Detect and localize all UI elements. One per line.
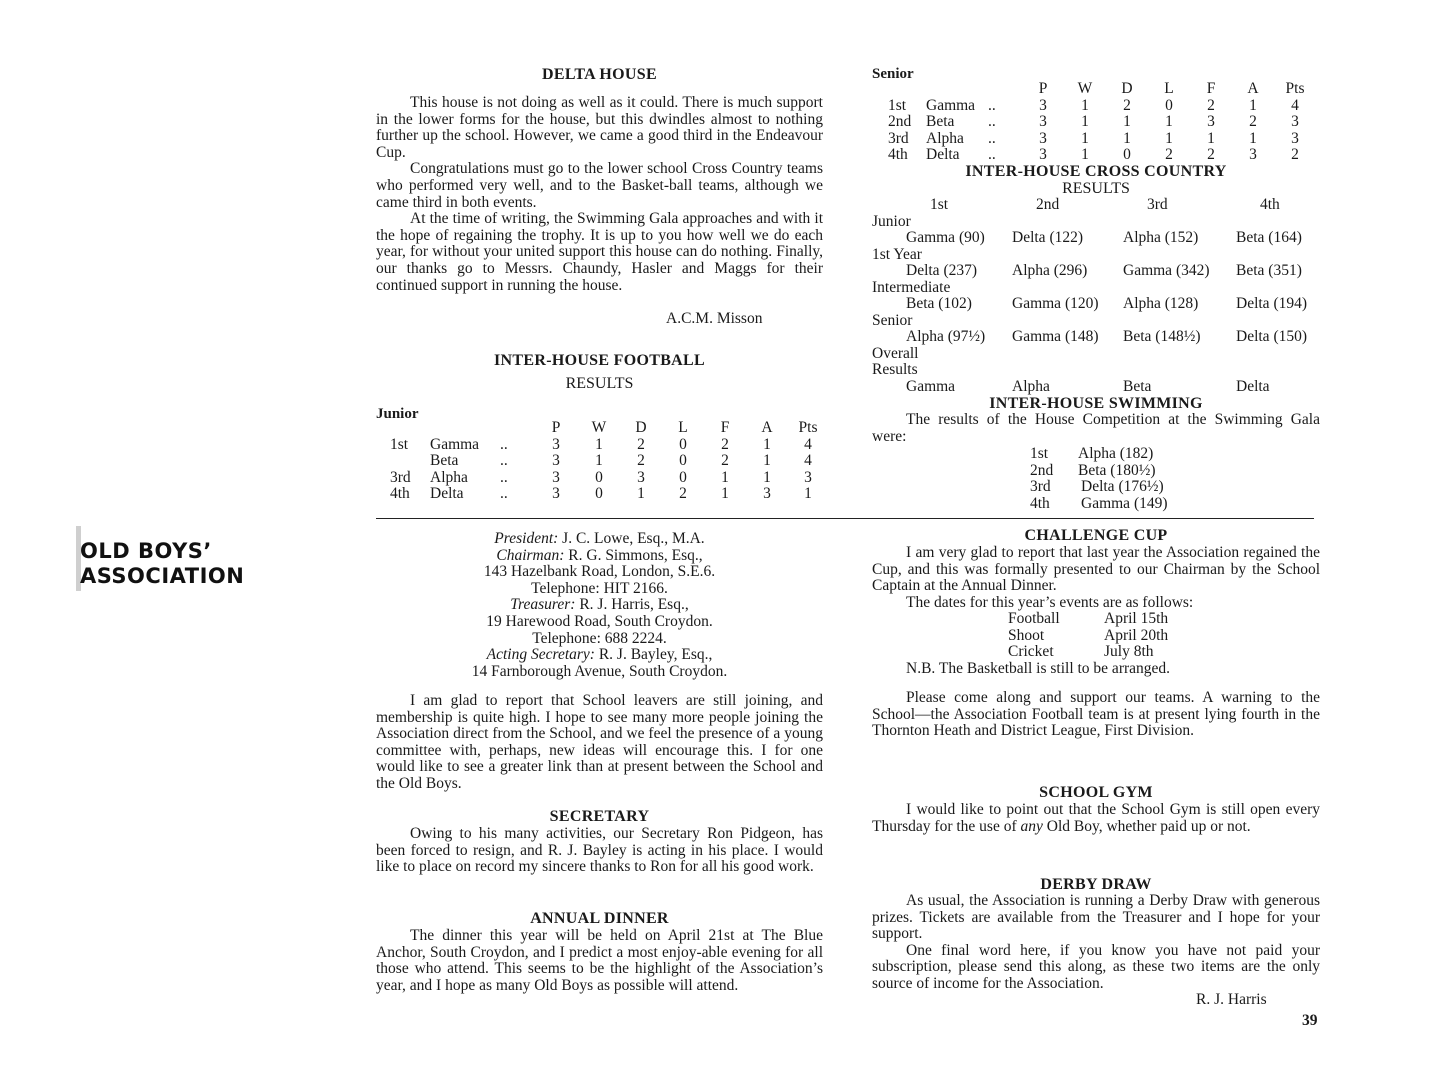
header-f: F [720, 419, 730, 436]
value-cell: 1 [1249, 129, 1257, 147]
value-cell: 1 [637, 485, 645, 503]
cc-result: Gamma (148) [1012, 328, 1099, 345]
table-row [1030, 463, 1208, 480]
value-cell: 2 [679, 485, 687, 503]
delta-house-signature: A.C.M. Misson [666, 310, 763, 327]
officer-text: R. J. Harris, Esq., [579, 596, 689, 614]
delta-house-body [376, 95, 823, 294]
pos-cell: 3rd [1030, 478, 1051, 496]
officer-line: Telephone: HIT 2166. [531, 579, 668, 597]
value-cell: 1 [1165, 113, 1173, 131]
annual-dinner-title: ANNUAL DINNER [530, 910, 669, 927]
secretary-wrap [376, 826, 823, 876]
header-d: D [1121, 80, 1133, 97]
cc-header-1st: 1st [930, 196, 949, 213]
officer-role: Acting Secretary: [486, 646, 595, 664]
value-cell: 0 [595, 485, 603, 503]
challenge-cup-text: I am very glad to report that last year the Association regained the Cup, and this was formally presented to our Chairman by the School Captain at the Annual Dinner. [872, 544, 1320, 595]
cross-country-title: INTER-HOUSE CROSS COUNTRY [965, 163, 1227, 180]
value-cell: 3 [1039, 113, 1047, 131]
officer-text: R. G. Simmons, Esq., [568, 546, 703, 564]
header-l: L [678, 419, 688, 436]
value-cell: 1 [1081, 129, 1089, 147]
derby-draw-text: As usual, the Association is running a Derby Draw with generous prizes. Tickets are available from the Treasurer and I hope for your support. [872, 892, 1320, 943]
challenge-cup-title: CHALLENGE CUP [1024, 527, 1168, 544]
value-cell: 3 [1039, 146, 1047, 164]
date-cell: April 20th [1104, 626, 1169, 644]
cc-header-4th: 4th [1260, 196, 1280, 213]
support-text: Please come along and support our teams. A warning to the School—the Association Football team is at present lying fourth in the Thornton Heath and District League, First Division. [872, 689, 1320, 740]
officer-line: 19 Harewood Road, South Croydon. [486, 612, 713, 630]
cc-overall-result: Alpha [1012, 378, 1050, 395]
events-table [1008, 611, 1214, 661]
header-p: P [1038, 80, 1048, 97]
swimming-intro-wrap [872, 412, 1320, 445]
football-subtitle: RESULTS [565, 375, 634, 392]
officer-line: 14 Farnborough Avenue, South Croydon. [471, 662, 728, 680]
value-cell: 0 [679, 435, 687, 453]
dots-cell: .. [500, 485, 508, 503]
officers-block [376, 531, 823, 680]
challenge-cup-wrap [872, 545, 1320, 611]
table-row [888, 98, 1316, 115]
school-gym-title: SCHOOL GYM [1039, 784, 1153, 801]
pos-cell: 4th [888, 146, 908, 164]
association-title-line2: ASSOCIATION [80, 564, 245, 588]
table-row [1030, 479, 1208, 496]
cross-country-subtitle: RESULTS [1062, 180, 1130, 197]
table-row [390, 470, 828, 487]
officer-text: R. J. Bayley, Esq., [598, 646, 713, 664]
swimming-results [1030, 446, 1208, 512]
value-cell: 3 [763, 485, 771, 503]
derby-draw-title: DERBY DRAW [1040, 876, 1152, 893]
support-wrap [872, 690, 1320, 740]
value-cell: 0 [1165, 96, 1173, 114]
challenge-cup-dates-intro: The dates for this year’s events are as follows: [906, 593, 1194, 611]
cc-overall-label: Results [872, 361, 918, 378]
cc-result: Gamma (120) [1012, 295, 1099, 312]
header-w: W [1077, 80, 1093, 97]
gym-text-part: I would like to point out that the School Gym is still open every Thursday for the use of [872, 801, 1320, 835]
value-cell: 2 [721, 435, 729, 453]
header-pts: Pts [1285, 80, 1305, 97]
officer-line: Telephone: 688 2224. [532, 629, 667, 647]
cc-result: Delta (150) [1236, 328, 1308, 345]
table-row [1030, 496, 1208, 513]
officer-role: Chairman: [496, 546, 565, 564]
value-cell: 1 [1165, 129, 1173, 147]
header-f: F [1206, 80, 1216, 97]
cc-result: Beta (164) [1236, 229, 1302, 246]
value-cell: 3 [552, 435, 560, 453]
value-cell: 1 [721, 468, 729, 486]
cc-result: Alpha (152) [1123, 229, 1199, 246]
table-row [390, 486, 828, 503]
event-cell: Football [1008, 610, 1060, 627]
cc-result: Gamma (342) [1123, 262, 1210, 279]
value-cell: 1 [595, 452, 603, 470]
pos-cell: 2nd [1030, 461, 1054, 479]
house-cell: Beta [430, 452, 459, 470]
pos-cell: 1st [390, 435, 409, 453]
value-cell: 0 [595, 468, 603, 486]
value-cell: 3 [552, 485, 560, 503]
house-cell: Gamma [430, 435, 480, 453]
school-gym-text [872, 802, 1320, 835]
value-cell: 1 [1081, 113, 1089, 131]
value-cell: 1 [1249, 96, 1257, 114]
secretary-title: SECRETARY [549, 808, 650, 825]
dots-cell: .. [988, 146, 996, 164]
officer-line [376, 548, 823, 565]
pos-cell [390, 453, 430, 470]
value-cell: 3 [1039, 129, 1047, 147]
dots-cell: .. [500, 452, 508, 470]
annual-dinner-wrap [376, 928, 823, 994]
officer-text: J. C. Lowe, Esq., M.A. [562, 530, 705, 547]
association-intro-wrap [376, 693, 823, 793]
value-cell: 3 [1207, 113, 1215, 131]
derby-draw-wrap [872, 893, 1320, 993]
table-row [1008, 644, 1214, 661]
value-cell: 1 [1123, 113, 1131, 131]
house-cell: Delta [430, 485, 464, 503]
cc-overall-label: Overall [872, 345, 919, 362]
football-senior-label: Senior [872, 66, 914, 82]
pos-cell: 2nd [888, 113, 912, 131]
header-p: P [551, 419, 561, 436]
house-cell: Alpha [430, 468, 468, 486]
value-cell: 4 [1291, 96, 1299, 114]
cc-group-label: Junior [872, 213, 911, 230]
cc-result: Delta (237) [906, 262, 978, 279]
value-cell: 2 [1207, 96, 1215, 114]
delta-house-title: DELTA HOUSE [542, 66, 657, 83]
basketball-note: N.B. The Basketball is still to be arranged. [906, 660, 1171, 677]
football-junior-label: Junior [376, 406, 419, 422]
value-cell: 1 [763, 435, 771, 453]
dots-cell: .. [988, 113, 996, 131]
page-number: 39 [1302, 1012, 1318, 1029]
cc-result: Gamma (90) [906, 229, 985, 246]
dots-cell: .. [988, 129, 996, 147]
table-row [888, 131, 1316, 148]
cc-header-3rd: 3rd [1147, 196, 1168, 213]
value-cell: 2 [1291, 146, 1299, 164]
dots-cell: .. [500, 435, 508, 453]
table-row [1008, 628, 1214, 645]
cc-overall-result: Gamma [906, 378, 956, 395]
header-a: A [1247, 80, 1259, 97]
pos-cell: 1st [1030, 445, 1049, 462]
delta-house-paragraph: Congratulations must go to the lower school Cross Country teams who performed very well, and to the Basket-ball teams, although we came third in both events. [376, 160, 823, 211]
dots-cell: .. [988, 96, 996, 114]
football-header-row [390, 420, 828, 437]
value-cell: 2 [1165, 146, 1173, 164]
secretary-text: Owing to his many activities, our Secretary Ron Pidgeon, has been forced to resign, and R. J. Bayley is acting in his place. I would like to place on record my sincere thanks to Ron for all his good work. [376, 825, 823, 876]
pos-cell: 1st [888, 96, 907, 114]
cc-group-label: 1st Year [872, 246, 922, 263]
cc-result: Alpha (97½) [906, 328, 986, 345]
value-cell: 2 [721, 452, 729, 470]
table-row [888, 147, 1316, 164]
football-junior-table [390, 420, 828, 503]
value-cell: 3 [1249, 146, 1257, 164]
officer-role: President: [494, 530, 559, 547]
value-cell: 3 [1291, 129, 1299, 147]
officer-line [376, 647, 823, 664]
delta-house-paragraph: At the time of writing, the Swimming Gala approaches and with it the hope of regaining the trophy. It is up to you how well we do each year, for without your united support this house can do nothing. Finally, our thanks go to Messrs. Chaundy, Hasler and Maggs for their continued support in running the house. [376, 210, 823, 294]
value-cell: 1 [595, 435, 603, 453]
football-senior-header-row [888, 81, 1316, 98]
football-title: INTER-HOUSE FOOTBALL [494, 352, 705, 369]
house-cell: Beta [926, 113, 955, 131]
table-row [888, 114, 1316, 131]
cc-result: Beta (102) [906, 295, 972, 312]
value-cell: 0 [679, 452, 687, 470]
house-cell: Alpha [926, 129, 964, 147]
swimming-intro: The results of the House Competition at the Swimming Gala were: [872, 411, 1320, 445]
cc-result: Alpha (296) [1012, 262, 1088, 279]
value-cell: 1 [804, 485, 812, 503]
value-cell: 2 [1123, 96, 1131, 114]
swimming-title: INTER-HOUSE SWIMMING [989, 395, 1203, 412]
table-row [390, 437, 828, 454]
gym-text-part: Old Boy, whether paid up or not. [1046, 817, 1251, 835]
pos-cell: 4th [390, 485, 410, 503]
pos-cell: 3rd [888, 129, 909, 147]
pos-cell: 3rd [390, 468, 411, 486]
house-cell: Gamma [926, 96, 976, 114]
cc-overall-result: Delta [1236, 378, 1270, 395]
dots-cell: .. [500, 468, 508, 486]
pos-cell: 4th [1030, 494, 1050, 512]
association-intro: I am glad to report that School leavers are still joining, and membership is quite high. I hope to see many more people joining the Association direct from the School, and we feel the presence of a young committee with, perhaps, new ideas will encourage this. I for one would like to see a greater link than at present between the School and the Old Boys. [376, 692, 823, 792]
entry-cell: Delta (176½) [1081, 478, 1164, 496]
value-cell: 1 [1081, 146, 1089, 164]
annual-dinner-text: The dinner this year will be held on April 21st at The Blue Anchor, South Croydon, and I predict a most enjoy-able evening for all those who attend. This seems to be the highlight of the Association’s year, and I hope as many Old Boys as possible will attend. [376, 927, 823, 994]
gym-text-emphasis: any [1020, 817, 1043, 835]
date-cell: July 8th [1104, 643, 1154, 661]
event-cell: Shoot [1008, 626, 1045, 644]
value-cell: 1 [1123, 129, 1131, 147]
value-cell: 2 [637, 435, 645, 453]
officer-line: 143 Hazelbank Road, London, S.E.6. [483, 563, 716, 581]
cc-result: Alpha (128) [1123, 295, 1199, 312]
officer-role: Treasurer: [510, 596, 576, 614]
value-cell: 4 [804, 435, 812, 453]
officer-line [376, 531, 823, 548]
header-a: A [761, 419, 773, 436]
value-cell: 1 [763, 468, 771, 486]
house-cell: Delta [926, 146, 960, 164]
cc-result: Delta (122) [1012, 229, 1084, 246]
table-row [390, 453, 828, 470]
entry-cell: Gamma (149) [1081, 494, 1168, 512]
cc-overall-result: Beta [1123, 378, 1152, 395]
officer-line [376, 597, 823, 614]
association-title-line1: OLD BOYS’ [80, 539, 212, 563]
value-cell: 3 [1291, 113, 1299, 131]
cc-group-label: Senior [872, 312, 913, 329]
cc-result: Beta (351) [1236, 262, 1302, 279]
cc-header-2nd: 2nd [1036, 196, 1060, 213]
derby-draw-text: One final word here, if you know you have not paid your subscription, please send this along, as these two items are the only source of income for the Association. [872, 941, 1320, 992]
cc-result: Delta (194) [1236, 295, 1308, 312]
cc-result: Beta (148½) [1123, 328, 1201, 345]
value-cell: 1 [1081, 96, 1089, 114]
entry-cell: Beta (180½) [1078, 461, 1156, 479]
value-cell: 4 [804, 452, 812, 470]
table-row [1030, 446, 1208, 463]
header-l: L [1164, 80, 1174, 97]
delta-house-paragraph: This house is not doing as well as it could. There is much support in the lower forms for the house, but this dwindles almost to nothing further up the school. However, we came a good third in the Endeavour Cup. [376, 94, 823, 161]
header-d: D [635, 419, 647, 436]
value-cell: 1 [1207, 129, 1215, 147]
value-cell: 1 [763, 452, 771, 470]
value-cell: 0 [1123, 146, 1131, 164]
value-cell: 3 [1039, 96, 1047, 114]
section-divider [376, 518, 1314, 519]
value-cell: 2 [637, 452, 645, 470]
value-cell: 1 [721, 485, 729, 503]
value-cell: 3 [637, 468, 645, 486]
school-gym-wrap [872, 802, 1320, 835]
cc-group-label: Intermediate [872, 279, 951, 296]
derby-draw-signature: R. J. Harris [1196, 991, 1267, 1008]
event-cell: Cricket [1008, 643, 1054, 661]
value-cell: 0 [679, 468, 687, 486]
value-cell: 3 [552, 452, 560, 470]
value-cell: 3 [804, 468, 812, 486]
value-cell: 2 [1207, 146, 1215, 164]
header-pts: Pts [798, 419, 818, 436]
entry-cell: Alpha (182) [1078, 445, 1154, 462]
header-w: W [591, 419, 607, 436]
table-row [1008, 611, 1214, 628]
football-senior-table [888, 81, 1316, 164]
date-cell: April 15th [1104, 610, 1169, 627]
value-cell: 2 [1249, 113, 1257, 131]
value-cell: 3 [552, 468, 560, 486]
